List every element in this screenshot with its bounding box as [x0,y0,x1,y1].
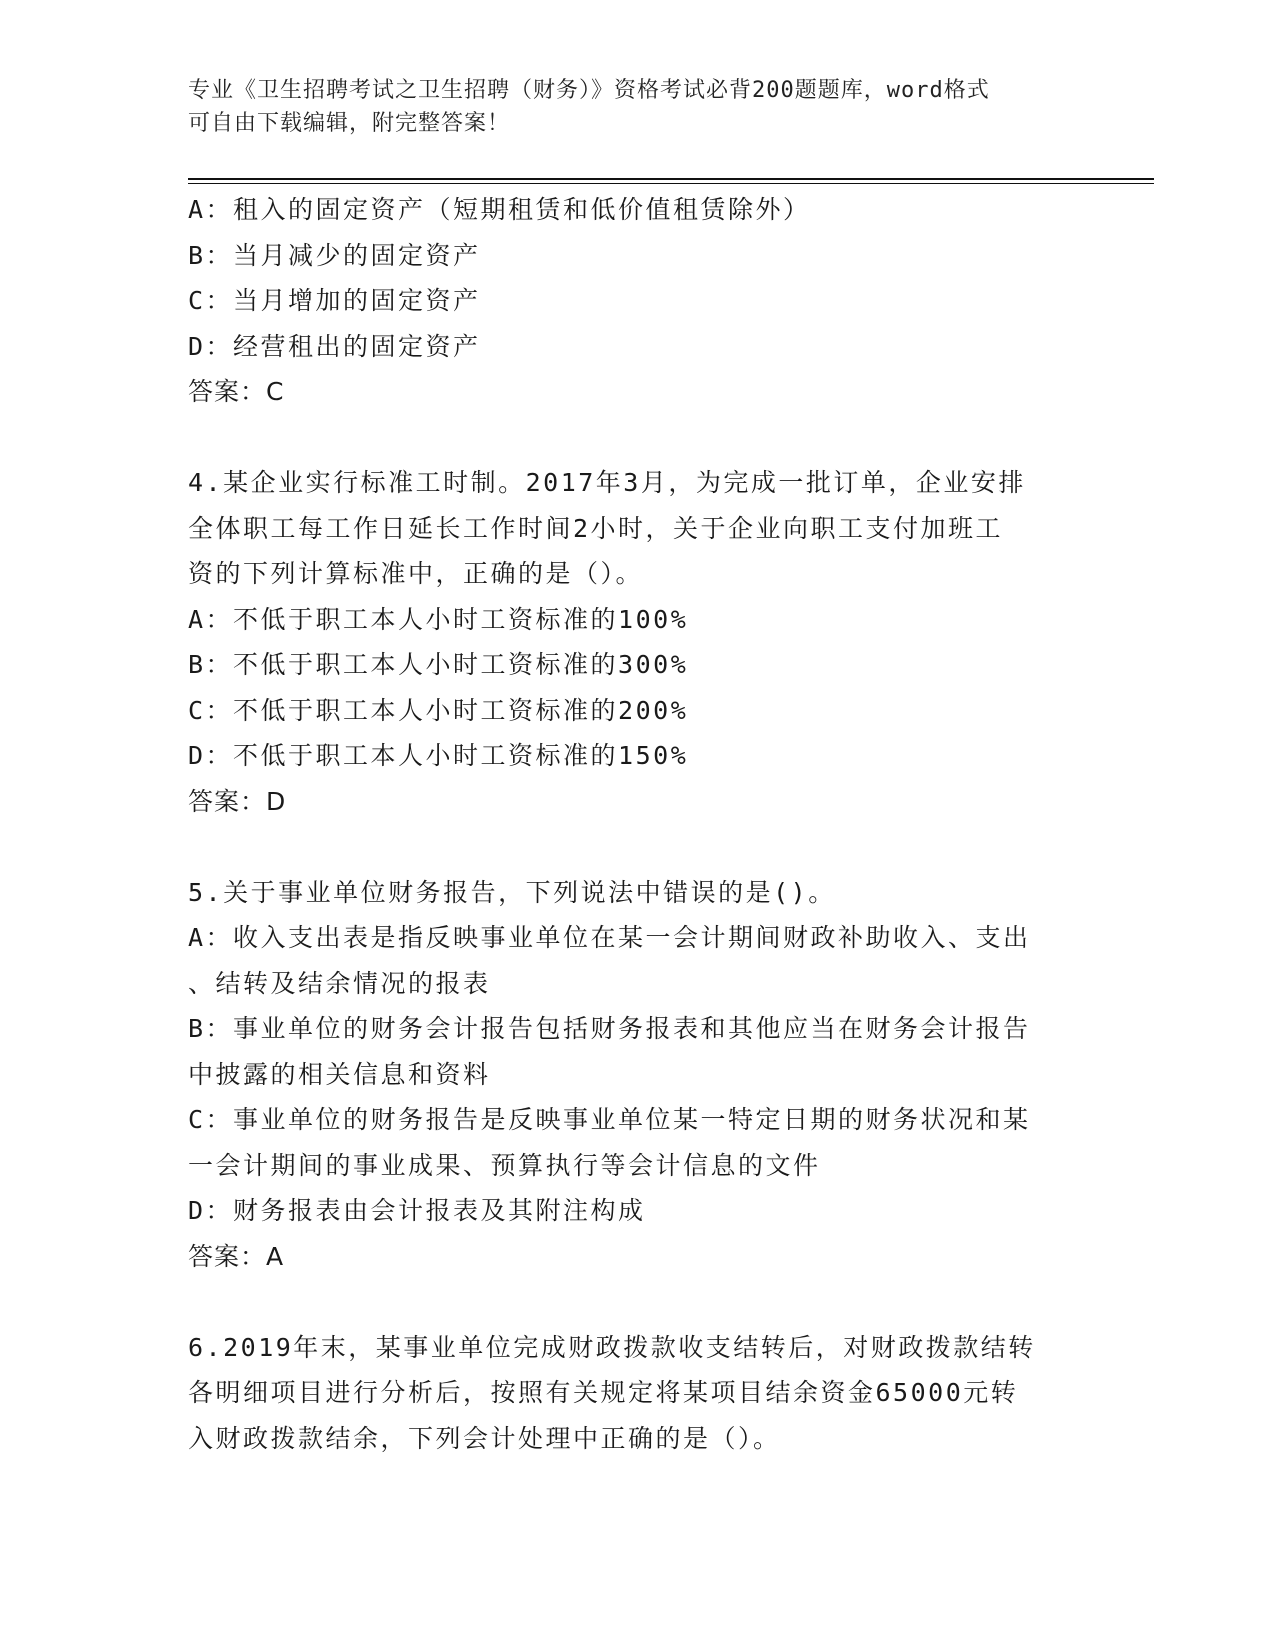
option-b: B：事业单位的财务会计报告包括财务报表和其他应当在财务会计报告 [188,1014,1031,1043]
header-line-2: 可自由下载编辑，附完整答案！ [188,111,511,136]
option-d: D：不低于职工本人小时工资标准的150% [188,741,689,770]
option-a: A：不低于职工本人小时工资标准的100% [188,604,689,634]
question-stem-line: 4.某企业实行标准工时制。2017年3月，为完成一批订单，企业安排 [188,468,1026,497]
option-c: C：当月增加的固定资产 [188,286,481,315]
document-header [188,74,1068,140]
header-line-1: 专业《卫生招聘考试之卫生招聘（财务）》资格考试必背200题题库，word格式 [188,78,990,103]
question-6 [188,1325,1088,1462]
question-5 [188,870,1088,1280]
spacer [188,824,1088,870]
option-a: A：收入支出表是指反映事业单位在某一会计期间财政补助收入、支出 [188,923,1031,952]
option-b: B：当月减少的固定资产 [188,240,481,270]
option-b-continued: 中披露的相关信息和资料 [188,1059,491,1089]
answer: 答案：C [188,377,285,406]
header-divider-thin [188,183,1154,184]
option-b: B：不低于职工本人小时工资标准的300% [188,650,689,679]
question-stem-line: 5.关于事业单位财务报告，下列说法中错误的是()。 [188,877,836,907]
question-content [188,187,1088,1461]
question-stem-line: 资的下列计算标准中，正确的是（）。 [188,559,644,588]
answer: 答案：A [188,1241,285,1271]
question-stem-line: 6.2019年末，某事业单位完成财政拨款收支结转后，对财政拨款结转 [188,1332,1036,1362]
option-a-continued: 、结转及结余情况的报表 [188,968,491,998]
question-3 [188,187,1088,415]
option-d: D：财务报表由会计报表及其附注构成 [188,1196,646,1225]
spacer [188,1279,1088,1325]
question-stem-line: 全体职工每工作日延长工作时间2小时，关于企业向职工支付加班工 [188,513,1004,543]
option-a: A：租入的固定资产（短期租赁和低价值租赁除外） [188,195,811,224]
option-c: C：事业单位的财务报告是反映事业单位某一特定日期的财务状况和某 [188,1105,1031,1134]
question-4 [188,460,1088,824]
answer: 答案：D [188,786,287,816]
spacer [188,415,1088,461]
option-c-continued: 一会计期间的事业成果、预算执行等会计信息的文件 [188,1150,821,1180]
question-stem-line: 入财政拨款结余，下列会计处理中正确的是（）。 [188,1423,781,1453]
question-stem-line: 各明细项目进行分析后，按照有关规定将某项目结余资金65000元转 [188,1378,1019,1407]
option-d: D：经营租出的固定资产 [188,331,481,361]
option-c: C：不低于职工本人小时工资标准的200% [188,695,689,725]
header-divider-thick [188,178,1154,180]
